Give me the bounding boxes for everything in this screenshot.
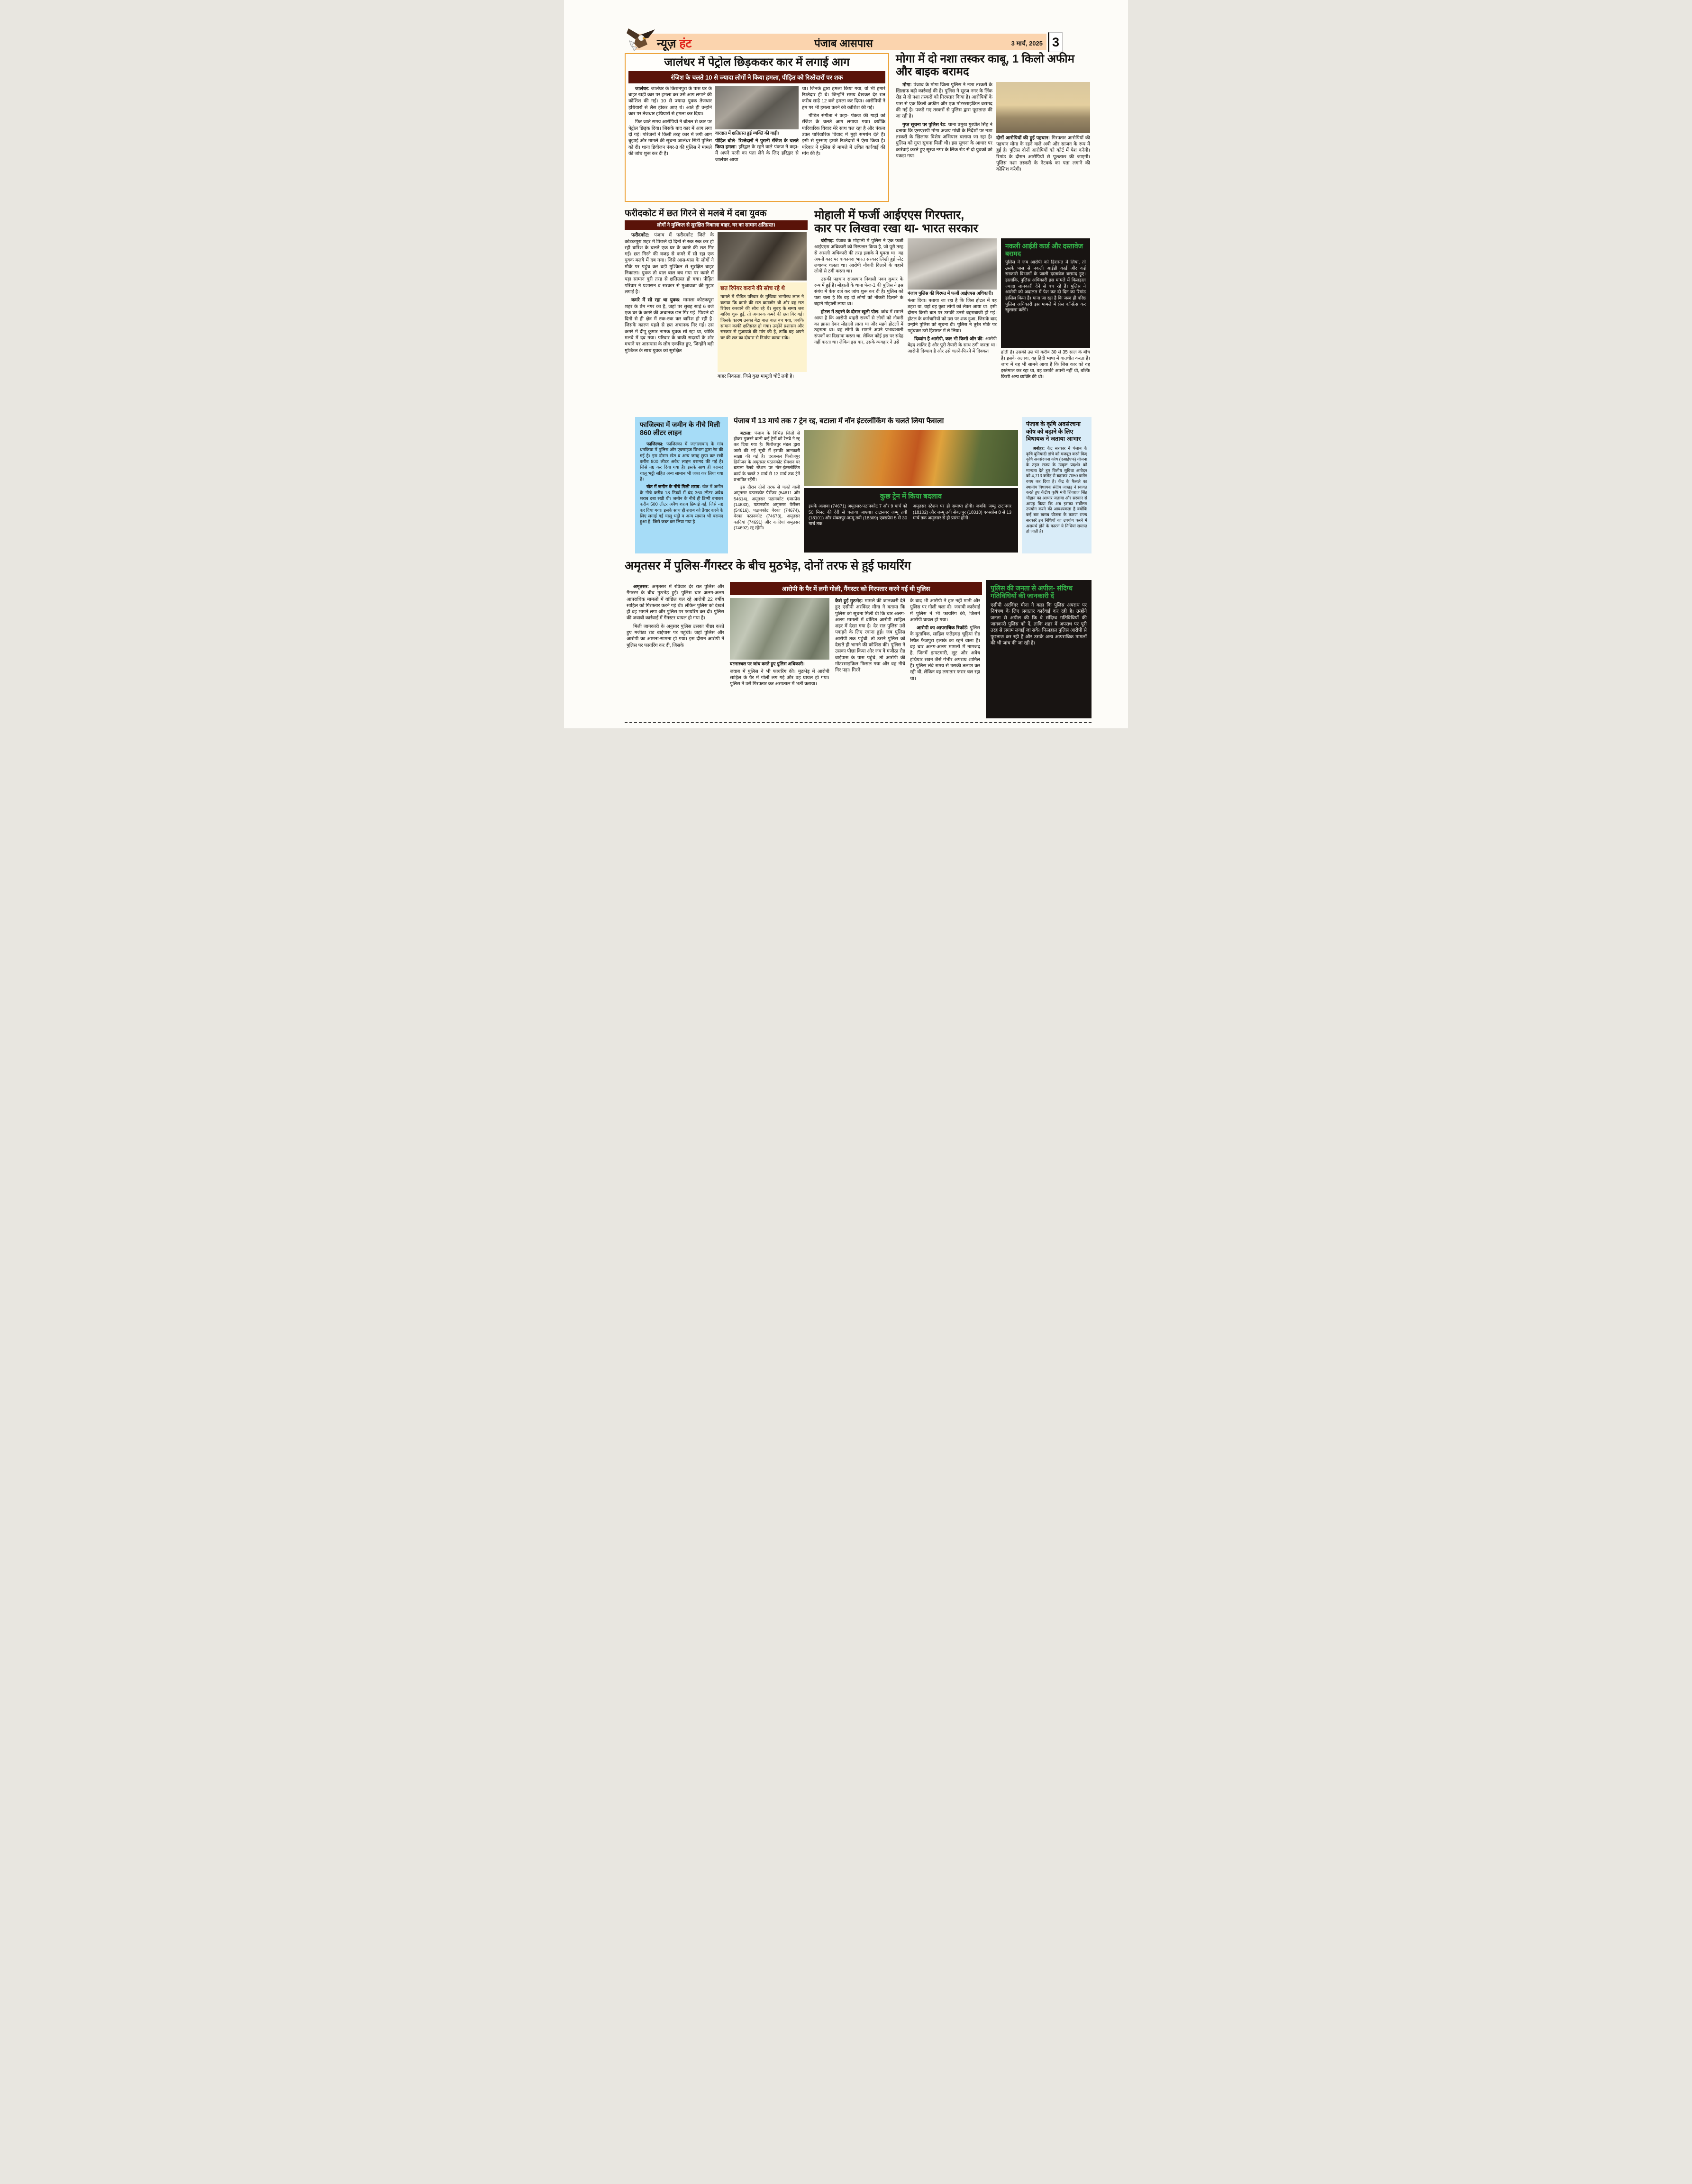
article-mohali-headline: मोहाली में फर्जी आईएएस गिरफ्तार, कार पर लिखवा रखा था- भारत सरकार [814, 208, 978, 235]
article-moga [896, 53, 1092, 202]
article-jalandhar-kicker: रंजिश के चलते 10 से ज्यादा लोगों ने किया हमला, पीड़ित को रिश्तेदारों पर शक [628, 71, 885, 83]
fake-id-box: नकली आईडी कार्ड और दस्तावेज बरामद पुलिस ने जब आरोपी को हिरासत में लिया, तो उसके पास से नकली आईडी कार्ड और कई सरकारी विभागों के जाली दस्तावेज बरामद हुए। हालांकि, पुलिस अधिकारी इस मामले में फिलहाल ज्यादा जानकारी देने से बच रहे हैं। पुलिस ने आरोपी को अदालत में पेश कर दो दिन का रिमांड हासिल किया है। माना जा रहा है कि जल्द ही वरिष्ठ पुलिस अधिकारी इस मामले में प्रेस कॉन्फ्रेंस कर खुलासा करेंगे। [1001, 238, 1090, 348]
article-fazilka [635, 417, 728, 553]
burnt-car-photo [715, 86, 799, 129]
article-amritsar-col4: के बाद भी आरोपी ने हार नहीं मानी और पुलिस पर गोली चला दी। जवाबी कार्रवाई में पुलिस ने भी फायरिंग की, जिसमें आरोपी घायल हो गया। आरोपी का आपराधिक रिकॉर्ड: पुलिस के मुताबिक, साहिल फतेहगढ़ चूड़ियां रोड स्थित फैजपुरा इलाके का रहने वाला है। वह चार अलग-अलग मामलों में नामजद है, जिनमें झपटमारी, लूट और अवैध हथियार रखने जैसे गंभीर अपराध शामिल हैं। पुलिस लंबे समय से उसकी तलाश कर रही थी, लेकिन वह लगातार फरार चल रहा था। [910, 598, 980, 681]
police-appeal-box: पुलिस की जनता से अपील- संदिग्ध गतिविधियों की जानकारी दें एसीपी अरविंदर मीना ने कहा कि पुलिस अपराध पर नियंत्रण के लिए लगातार कार्रवाई कर रही है। उन्होंने जनता से अपील की कि वे संदिग्ध गतिविधियों की जानकारी पुलिस को दें, ताकि शहर में अपराध पर पूरी तरह से लगाम लगाई जा सके। फिलहाल पुलिस आरोपी से पूछताछ कर रही है और उसके अन्य आपराधिक मामलों की भी जांच की जा रही है। [986, 580, 1092, 718]
article-jalandhar-col2: वारदात में क्षतिग्रस्त हुई व्यक्ति की गाड़ी। पीड़ित बोले- रिश्तेदारों ने पुरानी रंजिश के चलते किया हमला: हरिद्वार के रहने वाले पंकज ने कहा- मैं अपने पत्नी का पता लेने के लिए हरिद्वार से जालंधर आया [715, 86, 799, 186]
article-jalandhar-headline: जालंधर में पेट्रोल छिड़ककर कार में लगाई आग [664, 56, 850, 69]
article-faridkot-kicker: लोगों ने मुश्किल से सुरक्षित निकाला बाहर, घर का सामान क्षतिग्रस्त। [625, 220, 808, 230]
article-agri-fund-body: अबोहर: केंद्र सरकार ने पंजाब के कृषि बुनियादी ढांचे को मजबूत करने किए कृषि अवसंरचना कोष (एआईएफ) योजना के तहत राज्य के उत्कृष्ट प्रदर्शन को मान्यता देते हुए वित्तीय सुविधा आवेदन को 4,713 करोड़ से बढ़ाकर 7050 करोड़ रुपए कर दिया है। केंद्र के फैसले का स्थानीय विधायक संदीप जाखड़ ने स्वागत करते हुए केंद्रीय कृषि मंत्री शिवराज सिंह चौहान का आभार जताया और सरकार से आग्रह किया कि अब इसका सर्वोत्तम उपयोग करने की आवश्यकता है क्योंकि कई बार खराब योजना के कारण राज्य सरकारें इन निधियों का उपयोग करने में असमर्थ होने के कारण ये निधियां समाप्त हो जाती है। [1026, 445, 1087, 534]
train-changes-box: कुछ ट्रेन में किया बदलाव इसके अलावा (74671) अमृतसर-पठानकोट 7 और 9 मार्च को 50 मिनट की देरी से चलाया जाएगा। टाटानगर जम्मू तवी (18101) और संबलपुर-जम्मू तवी (18309) एक्सप्रेस 5 से 30 मार्च तक अमृतसर स्टेशन पर ही समाप्त होंगी। जबकि जम्मू टाटानगर (18102) और जम्मू तवी सेबलपुर (18310) एक्सप्रेस 8 से 13 मार्च तक अमृतसर से ही प्रारंभ होंगी। [804, 488, 1018, 553]
article-agri-fund-headline: पंजाब के कृषि अवसंरचना कोष को बढ़ाने के लिए विधायक ने जताया आभार [1026, 421, 1081, 443]
train-changes-title: कुछ ट्रेन में किया बदलाव [880, 492, 942, 500]
article-fazilka-headline: फाजिल्का में जमीन के नीचे मिली 860 लीटर लाहन [640, 421, 720, 437]
paper-title-black: न्यूज़ [657, 37, 676, 50]
article-agri-fund [1022, 417, 1092, 553]
page-number: 3 [1048, 32, 1063, 52]
article-faridkot-col1: फरीदकोट: पंजाब में फरीदकोट जिले के कोटकपूरा शहर में पिछले दो दिनों से रुक रुक कर हो रही बारिश के चलते एक घर के कमरे की छत गिर गई। छत गिरने की वजह से कमरे में सो रहा एक युवक मलबे में दब गया। जिसे आस-पास के लोगों ने मौके पर पहुंच कर बड़ी मुश्किल से सुरक्षित बाहर निकाला। युवक तो बाल बाल बच गया पर कमरे में पड़ा सामान बुरी तरह से क्षतिग्रस्त हो गया। पीड़ित परिवार ने प्रशासन व सरकार से मुआवजा की गुहार लगाई है। कमरे में सो रहा था युवक: मामला कोटकपूरा शहर के प्रेम नगर का है, जहां पर सुबह साढ़े 6 बजे एक घर के कमरे की अचानक छत गिर गई। पिछले दो दिनों से ही क्षेत्र में रुक-रुक कर बारिश हो रही है। जिसके कारण पहले से छत अचानक गिर गई। उस कमरे में दीपू कुमार नामक युवक सो रहा था, जोकि मलबे में दब गया। परिवार के बाकी सदस्यों के शोर मचाने पर आसपास के लोग एकत्रित हुए, जिन्होंने बड़ी मुश्किल के साथ युवक को सुरक्षित [625, 233, 714, 353]
police-appeal-title: पुलिस की जनता से अपील- संदिग्ध गतिविधियों की जानकारी दें [991, 584, 1073, 600]
roof-repair-box: छत रिपेयर कराने की सोच रहे थे मामले में पीड़ित परिवार के मुखिया भागीरथ लाल ने बताया कि कमरे की छत कमजोर थी और वह छत रिपेयर करवाने की सोच रहे थे। सुबह के समय जब बारिश शुरू हुई, तो अचानक कमरे की छत गिर गई। जिसके कारण उनका बेटा बाल बाल बच गया, जबकि सामान काफी क्षतिग्रस्त हो गया। उन्होंने प्रशासन और सरकार से मुआवजे की मांग की है, ताकि वह अपने घर की छत का दोबारा से निर्माण करवा सके। [718, 282, 807, 372]
section-title: पंजाब आसपास [814, 37, 873, 49]
article-trains-col1: बटाला: पंजाब के विभिन्न जिलों से होकर गुजरने वाली कई ट्रेनों को रेलवे ने रद्द कर दिया गया है। फिरोजपुर मंडल द्वारा जारी की गई सूची में इसकी जानकारी साझा की गई है। दरअसल फिरोजपुर डिवीजन के अमृतसर पठानकोट सेक्शन पर बटाला रेलवे स्टेशन पर नॉन-इंटरलॉकिंग कार्य के चलते 3 मार्च से 13 मार्च तक ट्रेनें प्रभावित रहेंगी। इस दौरान दोनों तरफ से चलते वाली अमृतसर पठानकोट पैसेंजर (54611 और 54614), अमृतसर पठानकोट एक्सप्रेस (14633), पठानकोट अमृतसर पैसेंजर (54616), पठानकोट वेरका (74674), वेरका पठानकोट (74673), अमृतसर कादियां (74691) और कादियां अमृतसर (74692) रद्द रहेंगी। [734, 431, 800, 530]
article-jalandhar-col1: जालंधर: जालंधर के किशनपुरा के पास घर के बाहर खड़ी कार पर हमला कर उसे आग लगाने की कोशिश की गई। 10 से ज्यादा युवक तेजधार हथियारों से लैस होकर आए थे। आते ही उन्होंने कार पर तेजधार हथियारों से हमला कर दिया। फिर जाते समय आरोपियों ने बोतल से कार पर पेट्रोल छिड़क दिया। जिसके बाद कार में आग लगा दी गई। परिजनों ने किसी तरह कार में लगी आग बुझाई और मामले की सूचना जालंधर सिटी पुलिस को दी। थाना डिवीजन नंबर-8 की पुलिस ने मामले की जांच शुरू कर दी है। [628, 86, 712, 156]
article-faridkot-headline: फरीदकोट में छत गिरने से मलबे में दबा युवक [625, 208, 767, 218]
article-jalandhar-col3: था। जिनके द्वारा हमला किया गया, वो भी हमारे रिश्तेदार ही थे। जिन्होंने समय देखकर देर रात करीब साढ़े 12 बजे हमला कर दिया। आरोपियों ने हम पर भी हमला करने की कोशिश की गई। पीड़ित संगीता ने कहा- पंकज की गाड़ी को रंजिश के चलते आग लगाया गया। क्योंकि पारिवारिक विवाद मेरे साथ चल रहा है और पंकज उक्त पारिवारिक विवाद में मुझे समर्थन देते हैं। इसी से गुस्साए हमारे रिश्तेदारों ने ऐसा किया है। परिवार ने पुलिस से मामले में उचित कार्रवाई की मांग की है। [802, 86, 885, 156]
article-jalandhar [625, 53, 889, 202]
article-mohali [814, 208, 1092, 411]
article-trains-headline: पंजाब में 13 मार्च तक 7 ट्रेन रद्द, बटाला में नॉन इंटरलॉकिंग के चलते लिया फैसला [734, 417, 944, 425]
fake-ias-caption: पंजाब पुलिस की गिरफ्त में फर्जी आईएएस अधिकारी। [908, 291, 993, 296]
article-faridkot-col2: छत रिपेयर कराने की सोच रहे थे मामले में पीड़ित परिवार के मुखिया भागीरथ लाल ने बताया कि कमरे की छत कमजोर थी और वह छत रिपेयर करवाने की सोच रहे थे। सुबह के समय जब बारिश शुरू हुई, तो अचानक कमरे की छत गिर गई। जिसके कारण उनका बेटा बाल बाल बच गया, जबकि सामान काफी क्षतिग्रस्त हो गया। उन्होंने प्रशासन और सरकार से मुआवजे की मांग की है, ताकि वह अपने घर की छत का दोबारा से निर्माण करवा सके। बाहर निकाला, जिसे कुछ मामूली चोटें लगी है। [718, 232, 807, 402]
article-mohali-col3: नकली आईडी कार्ड और दस्तावेज बरामद पुलिस ने जब आरोपी को हिरासत में लिया, तो उसके पास से नकली आईडी कार्ड और कई सरकारी विभागों के जाली दस्तावेज बरामद हुए। हालांकि, पुलिस अधिकारी इस मामले में फिलहाल ज्यादा जानकारी देने से बच रहे हैं। पुलिस ने आरोपी को अदालत में पेश कर दो दिन का रिमांड हासिल किया है। माना जा रहा है कि जल्द ही वरिष्ठ पुलिस अधिकारी इस मामले में प्रेस कॉन्फ्रेंस कर खुलासा करेंगे। होती है। उसकी उम्र भी करीब 30 से 35 साल के बीच है। इसके अलावा, वह हिंदी भाषा में बातचीत करता है। जांच में यह भी सामने आया है कि जिस कार को वह इस्तेमाल कर रहा था, वह उसकी अपनी नहीं थी, बल्कि किसी अन्य व्यक्ति की थी। [1001, 238, 1090, 402]
newspaper-page [564, 0, 1128, 728]
paper-title-red: हंट [676, 37, 692, 50]
article-trains [734, 417, 1018, 553]
article-amritsar-col3: कैसे हुई मुठभेड़: मामले की जानकारी देते हुए एसीपी अरविंदर मीना ने बताया कि पुलिस को सूचना मिली थी कि चार अलग-अलग मामलों में वांछित आरोपी साहिल शहर में देखा गया है। देर रात पुलिस उसे पकड़ने के लिए रवाना हुई। जब पुलिस आरोपी तक पहुंची, तो उसने पुलिस को देखते ही भागने की कोशिश की। पुलिस ने उसका पीछा किया और जब वे मजीठा रोड बाईपास के पास पहुंचे, तो आरोपी की मोटरसाइकिल फिसल गया और वह नीचे गिर पड़ा। गिरने [835, 598, 905, 673]
burnt-car-caption: वारदात में क्षतिग्रस्त हुई व्यक्ति की गाड़ी। [715, 130, 780, 136]
article-amritsar [625, 559, 1092, 720]
edition-date: 3 मार्च, 2025 [1011, 40, 1043, 47]
encounter-scene-photo [730, 598, 829, 660]
article-moga-col2: दोनों आरोपियों की हुई पहचान: गिरफ्तार आरोपियों की पहचान मोगा के रहने वाले अबी और साजन के रूप में हुई है। पुलिस दोनों आरोपियों को कोर्ट में पेश करेगी। रिमांड के दौरान आरोपियों से पूछताछ की जाएगी। पुलिस नशा तस्करी के नेटवर्क का पता लगाने की कोशिश करेगी। [996, 82, 1090, 195]
roof-repair-box-title: छत रिपेयर कराने की सोच रहे थे [720, 285, 785, 292]
fake-ias-photo [908, 238, 997, 290]
drug-smugglers-photo [996, 82, 1090, 133]
eagle-logo [626, 24, 657, 51]
collapsed-roof-photo [718, 232, 807, 281]
article-amritsar-col1: अमृतसर: अमृतसर में रविवार देर रात पुलिस और गैंगस्टर के बीच मुठभेड़ हुई। पुलिस चार अलग-अलग आपराधिक मामलों में वांछित चल रहे आरोपी 22 वर्षीय साहिल को गिरफ्तार करने गई थी। लेकिन पुलिस को देखते ही वह भागने लगा और पुलिस पर फायरिंग कर दी। पुलिस की जवाबी कार्रवाई में गैंगस्टर घायल हो गया है। मिली जानकारी के अनुसार पुलिस उसका पीछा करते हुए मजीठा रोड बाईपास पर पहुंची। जहां पुलिस और आरोपी का आमना-सामना हो गया। इस दौरान आरोपी ने पुलिस पर फायरिंग कर दी, जिसके [627, 584, 724, 648]
train-photo [804, 430, 1018, 486]
bottom-divider [625, 722, 1092, 723]
article-amritsar-col2: घटनास्थल पर जांच करते हुए पुलिस अधिकारी। जवाब में पुलिस ने भी फायरिंग की। मुठभेड़ में आरोपी साहिल के पैर में गोली लग गई और वह घायल हो गया। पुलिस ने उसे गिरफ्तार कर अस्पताल में भर्ती कराया। [730, 662, 829, 687]
article-moga-col1: मोगा: पंजाब के मोगा जिला पुलिस ने नशा तस्करी के खिलाफ बड़ी कार्रवाई की है। पुलिस ने सूरज नगर के लिंक रोड से दो नशा तस्करों को गिरफ्तार किया है। आरोपियों के पास से एक किलो अफीम और एक मोटरसाइकिल बरामद की गई है। पकड़े गए तस्करों से पुलिस द्वारा पूछताछ की जा रही है। गुप्त सूचना पर पुलिस रेड: थाना प्रमुख गुरप्रीत सिंह ने बताया कि एसएसपी मोगा अजय गांधी के निर्देशों पर नशा तस्करों के खिलाफ विशेष अभियान चलाया जा रहा है। पुलिस को गुप्त सूचना मिली थी। इस सूचना के आधार पर कार्रवाई करते हुए सूरज नगर के लिंक रोड से दो युवकों को पकड़ा गया। [896, 82, 992, 159]
article-fazilka-body: फाजिल्का: फाजिल्का में जलालाबाद के गांव धनकिया में पुलिस और एक्साइज विभाग द्वारा रेड की गई है। इस दौरान खेत व अन्य जगह छुपा कर रखी करीब 800 लीटर अवैध लाहन बरामद की गई है। जिसे नष्ट कर दिया गया है। इसके साथ ही बरामद चालू भट्ठी सहित अन्य सामान भी जब्त कर लिया गया है। खेत में जमीन के नीचे मिली शराब: खेत में जमीन के नीचे करीब 18 डिब्बों में बंद 360 लीटर अवैध शराब दबा रखी थी। जमीन के नीचे ही डिग्गी बनाकर करीब 500 लीटर अवैध शराब छिपाई गई, जिसे नष्ट कर दिया गया। इसके साथ ही शराब को तैयार करने के लिए लगाई गई चालू भट्ठी व अन्य सामान भी बरामद हुआ है, जिसे जब्त कर लिया गया है। [640, 441, 723, 525]
article-faridkot [625, 208, 808, 411]
paper-title [657, 35, 691, 51]
article-amritsar-headline: अमृतसर में पुलिस-गैंगस्टर के बीच मुठभेड़, दोनों तरफ से हुई फायरिंग [625, 559, 911, 572]
article-mohali-col2: पंजाब पुलिस की गिरफ्त में फर्जी आईएएस अधिकारी। फंसा दिया। बताया जा रहा है कि जिस होटल में वह ठहरा था, वहां वह कुछ लोगों को लेकर आया था। इसी दौरान किसी बात पर उसकी उनसे बहसबाजी हो गई। होटल के कर्मचारियों को उस पर शक हुआ, जिसके बाद उन्होंने पुलिस को सूचना दी। पुलिस ने तुरंत मौके पर पहुंचकर उसे हिरासत में ले लिया। दिव्यांग है आरोपी, कार भी किसी और की: आरोपी बेहद शातिर है और पूरी तैयारी के साथ ठगी करता था। आरोपी दिव्यांग है और उसे चलने-फिरने में दिक्कत [908, 238, 997, 402]
article-amritsar-kicker: आरोपी के पैर में लगी गोली, गैंगस्टर को गिरफ्तार करने गई थी पुलिस [730, 582, 982, 595]
dateline: जालंधर: [635, 86, 651, 91]
article-moga-headline: मोगा में दो नशा तस्कर काबू, 1 किलो अफीम और बाइक बरामद [896, 53, 1074, 78]
fake-id-box-title: नकली आईडी कार्ड और दस्तावेज बरामद [1005, 242, 1083, 258]
encounter-caption: घटनास्थल पर जांच करते हुए पुलिस अधिकारी। [730, 662, 805, 667]
article-mohali-col1: चंडीगढ़: पंजाब के मोहाली में पुलिस ने एक फर्जी आईएएस अधिकारी को गिरफ्तार किया है, जो पूरी तरह से असली अधिकारी की तरह इलाके में घूमता था। वह अपनी कार पर बाकायदा भारत सरकार लिखी हुई प्लेट लगाकर चलता था। आरोपी नौकरी दिलाने के बहाने लोगों से ठगी करता था। उसकी पहचान राजस्थान निवासी पवन कुमार के रूप में हुई है। मोहाली के थाना फेज-1 की पुलिस ने इस संबंध में केस दर्ज कर जांच शुरू कर दी है। पुलिस को पता चला है कि वह दो लोगों को नौकरी दिलाने के बहाने मोहाली लाया था। होटल में ठहरने के दौरान खुली पोल: जांच में सामने आया है कि आरोपी बाहरी राज्यों से लोगों को नौकरी का झांसा देकर मोहाली लाता था और महंगे होटलों में ठहराता था। वह लोगों के सामने अपने प्रभावशाली संपर्कों का दिखावा करता था, लेकिन कोई इस पर संदेह नहीं करता था। लेकिन इस बार, उसके व्यवहार ने उसे [814, 238, 903, 345]
